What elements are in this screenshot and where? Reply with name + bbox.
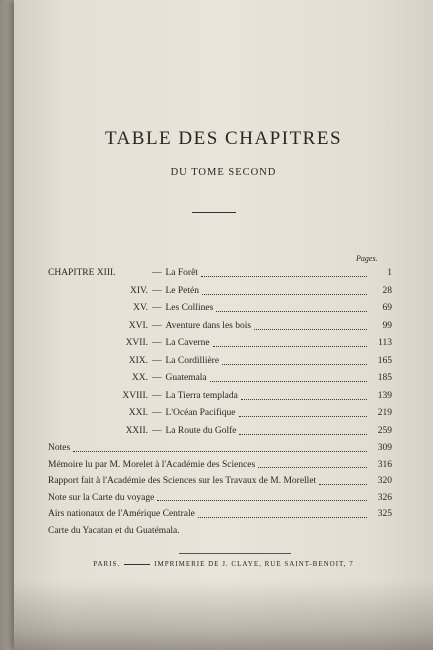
page-number: 139	[377, 390, 392, 401]
appendix-title: Notes	[48, 443, 71, 453]
toc-chapter-row	[48, 265, 392, 283]
separator-dash: —	[152, 425, 162, 436]
leader-dots	[254, 329, 367, 330]
toc-chapter-row	[48, 318, 392, 336]
separator-dash: —	[152, 373, 162, 383]
leader-dots	[239, 416, 367, 417]
toc-appendix-row	[48, 523, 392, 540]
footer-rule	[179, 553, 291, 554]
chapter-title: La Route du Golfe	[165, 425, 237, 436]
toc-appendix-row	[48, 506, 392, 523]
leader-dots	[73, 451, 367, 452]
chapter-number: XVI.	[128, 320, 148, 331]
chapter-title: La Tierra templada	[165, 390, 238, 401]
chapter-title: La Cordillière	[165, 355, 220, 366]
chapter-title: La Caverne	[165, 338, 210, 348]
page-title: TABLE DES CHAPITRES	[104, 128, 343, 149]
appendix-title: Note sur la Carte du voyage	[48, 492, 155, 503]
printer-imprint	[14, 560, 433, 568]
toc-chapter-row	[48, 283, 392, 301]
leader-dots	[241, 399, 367, 400]
toc-chapter-row	[48, 353, 392, 371]
chapter-number: CHAPITRE XIII.	[48, 268, 116, 278]
page-number: 165	[377, 355, 392, 366]
chapter-title: Aventure dans les bois	[165, 320, 252, 331]
page-number: 325	[377, 509, 392, 519]
appendix-title: Rapport fait à l'Académie des Sciences sur les Travaux de M. Morellet	[48, 476, 317, 486]
separator-dash: —	[152, 390, 162, 401]
chapter-number: XV.	[133, 303, 148, 313]
page-number: 99	[382, 320, 392, 331]
chapter-number: XIV.	[129, 285, 148, 296]
appendix-list	[48, 440, 392, 539]
chapter-title: La Forêt	[165, 268, 198, 278]
toc-appendix-row	[48, 473, 392, 490]
page-number: 320	[377, 476, 392, 486]
separator-dash: —	[152, 268, 162, 278]
chapter-list	[48, 265, 392, 440]
leader-dots	[201, 276, 367, 277]
leader-dots	[319, 484, 367, 485]
leader-dots	[213, 346, 367, 347]
toc-chapter-row	[48, 405, 392, 423]
chapter-number: XXII.	[125, 425, 148, 436]
chapter-title: Le Petén	[165, 285, 200, 296]
appendix-title: Airs nationaux de l'Amérique Centrale	[48, 509, 195, 519]
separator-dash: —	[152, 338, 162, 348]
page-number: 219	[377, 408, 392, 418]
imprint-city: PARIS.	[93, 560, 121, 568]
leader-dots	[202, 294, 367, 295]
page-number: 69	[382, 303, 392, 313]
page-subtitle: DU TOME SECOND	[170, 167, 277, 178]
page-number: 326	[377, 492, 392, 503]
book-gutter	[0, 0, 14, 650]
page-number: 1	[387, 268, 392, 278]
leader-dots	[157, 500, 367, 501]
leader-dots	[210, 381, 367, 382]
pages-column-label: Pages.	[356, 254, 378, 263]
separator-dash: —	[152, 320, 162, 331]
chapter-number: XVIII.	[122, 390, 148, 401]
toc-chapter-row	[48, 335, 392, 353]
leader-dots	[258, 467, 367, 468]
page-number: 259	[377, 425, 392, 436]
chapter-number: XVII.	[125, 338, 148, 348]
toc-appendix-row	[48, 490, 392, 507]
book-page	[14, 0, 433, 650]
chapter-title: Les Collines	[165, 303, 214, 313]
separator-dash: —	[152, 285, 162, 296]
imprint-printer: IMPRIMERIE DE J. CLAYE, RUE SAINT-BENOIT, 7	[154, 560, 354, 568]
page-number: 28	[382, 285, 392, 296]
chapter-title: Guatemala	[165, 373, 207, 383]
page-number: 185	[377, 373, 392, 383]
chapter-number: XXI.	[128, 408, 148, 418]
toc-chapter-row	[48, 370, 392, 388]
leader-dots	[198, 517, 367, 518]
separator-dash: —	[152, 355, 162, 366]
page-shadow	[14, 580, 433, 650]
table-of-contents	[48, 265, 392, 539]
page-number: 309	[377, 443, 392, 453]
appendix-title: Mémoire lu par M. Morelet à l'Académie des Sciences	[48, 459, 256, 470]
chapter-title: L'Océan Pacifique	[165, 408, 236, 418]
appendix-title: Carte du Yacatan et du Guatémala.	[48, 525, 180, 536]
title-rule	[192, 212, 236, 213]
toc-chapter-row	[48, 423, 392, 441]
toc-chapter-row	[48, 300, 392, 318]
chapter-number: XIX.	[128, 355, 148, 366]
separator-dash: —	[152, 408, 162, 418]
leader-dots	[239, 434, 367, 435]
imprint-dash	[124, 564, 150, 565]
page-number: 316	[377, 459, 392, 470]
chapter-number: XX.	[131, 373, 148, 383]
leader-dots	[216, 311, 367, 312]
toc-appendix-row	[48, 457, 392, 474]
page-number: 113	[378, 338, 392, 348]
toc-appendix-row	[48, 440, 392, 457]
toc-chapter-row	[48, 388, 392, 406]
separator-dash: —	[152, 303, 162, 313]
leader-dots	[222, 364, 367, 365]
